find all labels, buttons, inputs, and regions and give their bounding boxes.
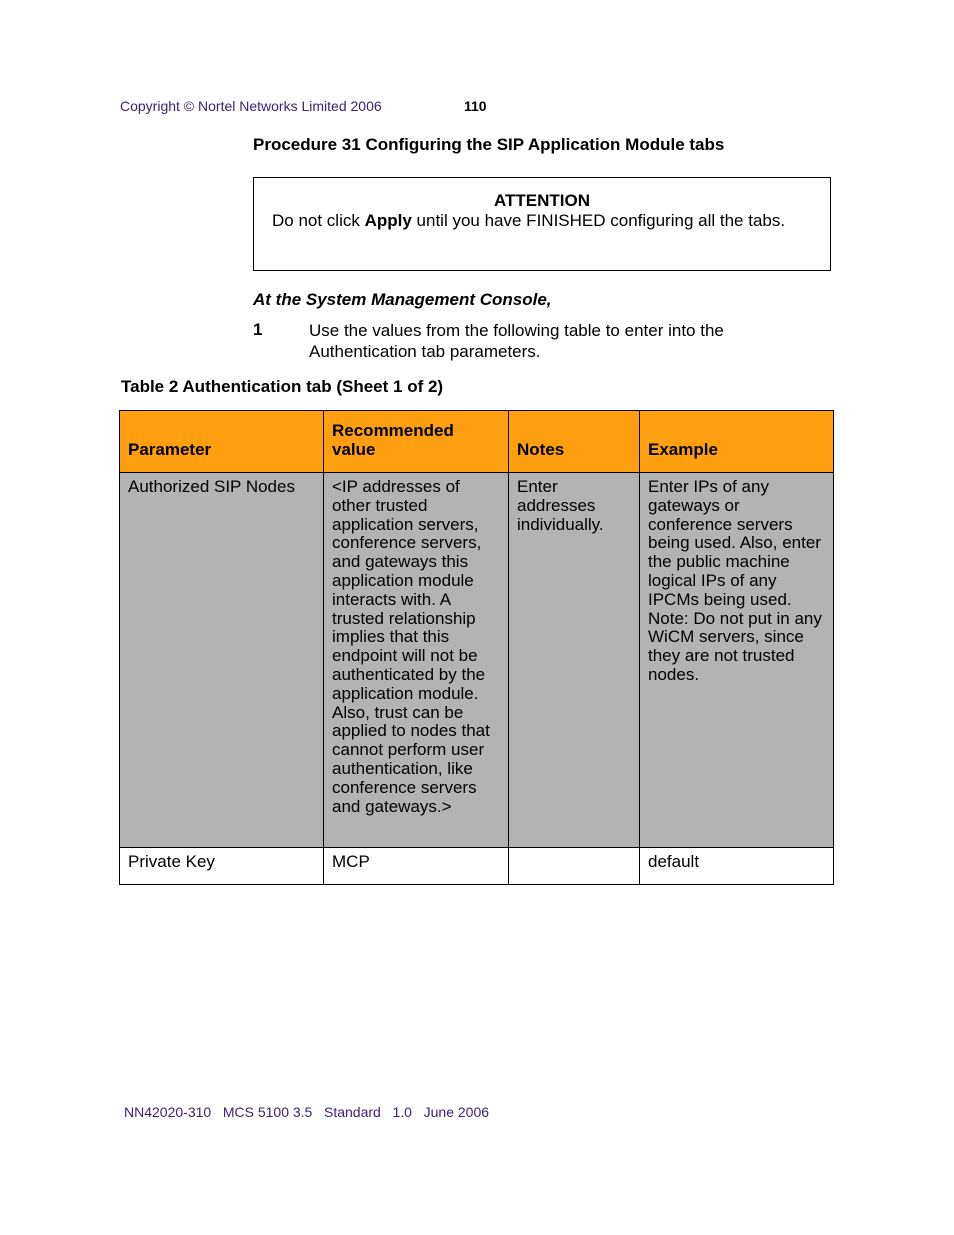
table-row xyxy=(120,473,834,848)
attention-box xyxy=(253,177,831,271)
page-number: 110 xyxy=(464,98,487,114)
cell-parameter: Authorized SIP Nodes xyxy=(120,473,324,848)
header-parameter: Parameter xyxy=(120,411,324,473)
cell-notes xyxy=(509,848,640,885)
step-number: 1 xyxy=(253,320,263,339)
step-text: Use the values from the following table to enter into the Authentication tab parameters. xyxy=(309,321,724,361)
cell-parameter: Private Key xyxy=(120,848,324,885)
cell-example: Enter IPs of any gateways or conference servers being used. Also, enter the public machine logical IPs of any IPCMs being used. Note: Do not put in any WiCM servers, since they are not trusted nodes. xyxy=(640,473,834,848)
context-line: At the System Management Console, xyxy=(253,290,552,309)
procedure-title: Procedure 31 Configuring the SIP Application Module tabs xyxy=(253,135,725,154)
cell-example: default xyxy=(640,848,834,885)
document-footer: NN42020-310 MCS 5100 3.5 Standard 1.0 June 2006 xyxy=(124,1104,490,1120)
attention-apply-word: Apply xyxy=(364,211,412,230)
authentication-table xyxy=(119,410,834,885)
header-recommended-value: Recommended value xyxy=(324,411,509,473)
cell-recommended-value: <IP addresses of other trusted application servers, conference servers, and gateways this application module interacts with. A trusted relationship implies that this endpoint will not be authenticated by the application module. Also, trust can be applied to nodes that cannot perform user authentication, like conference servers and gateways.> xyxy=(324,473,509,848)
table-header-row xyxy=(120,411,834,473)
table-row xyxy=(120,848,834,885)
attention-text-after: until you have FINISHED configuring all the tabs. xyxy=(411,211,786,230)
header-notes: Notes xyxy=(509,411,640,473)
attention-heading: ATTENTION xyxy=(493,191,590,210)
copyright-notice: Copyright © Nortel Networks Limited 2006 xyxy=(120,98,382,114)
attention-text-before: Do not click xyxy=(272,211,365,230)
header-example: Example xyxy=(640,411,834,473)
cell-recommended-value: MCP xyxy=(324,848,509,885)
cell-notes: Enter addresses individually. xyxy=(509,473,640,848)
table-caption: Table 2 Authentication tab (Sheet 1 of 2) xyxy=(121,377,444,396)
attention-text xyxy=(272,211,802,231)
